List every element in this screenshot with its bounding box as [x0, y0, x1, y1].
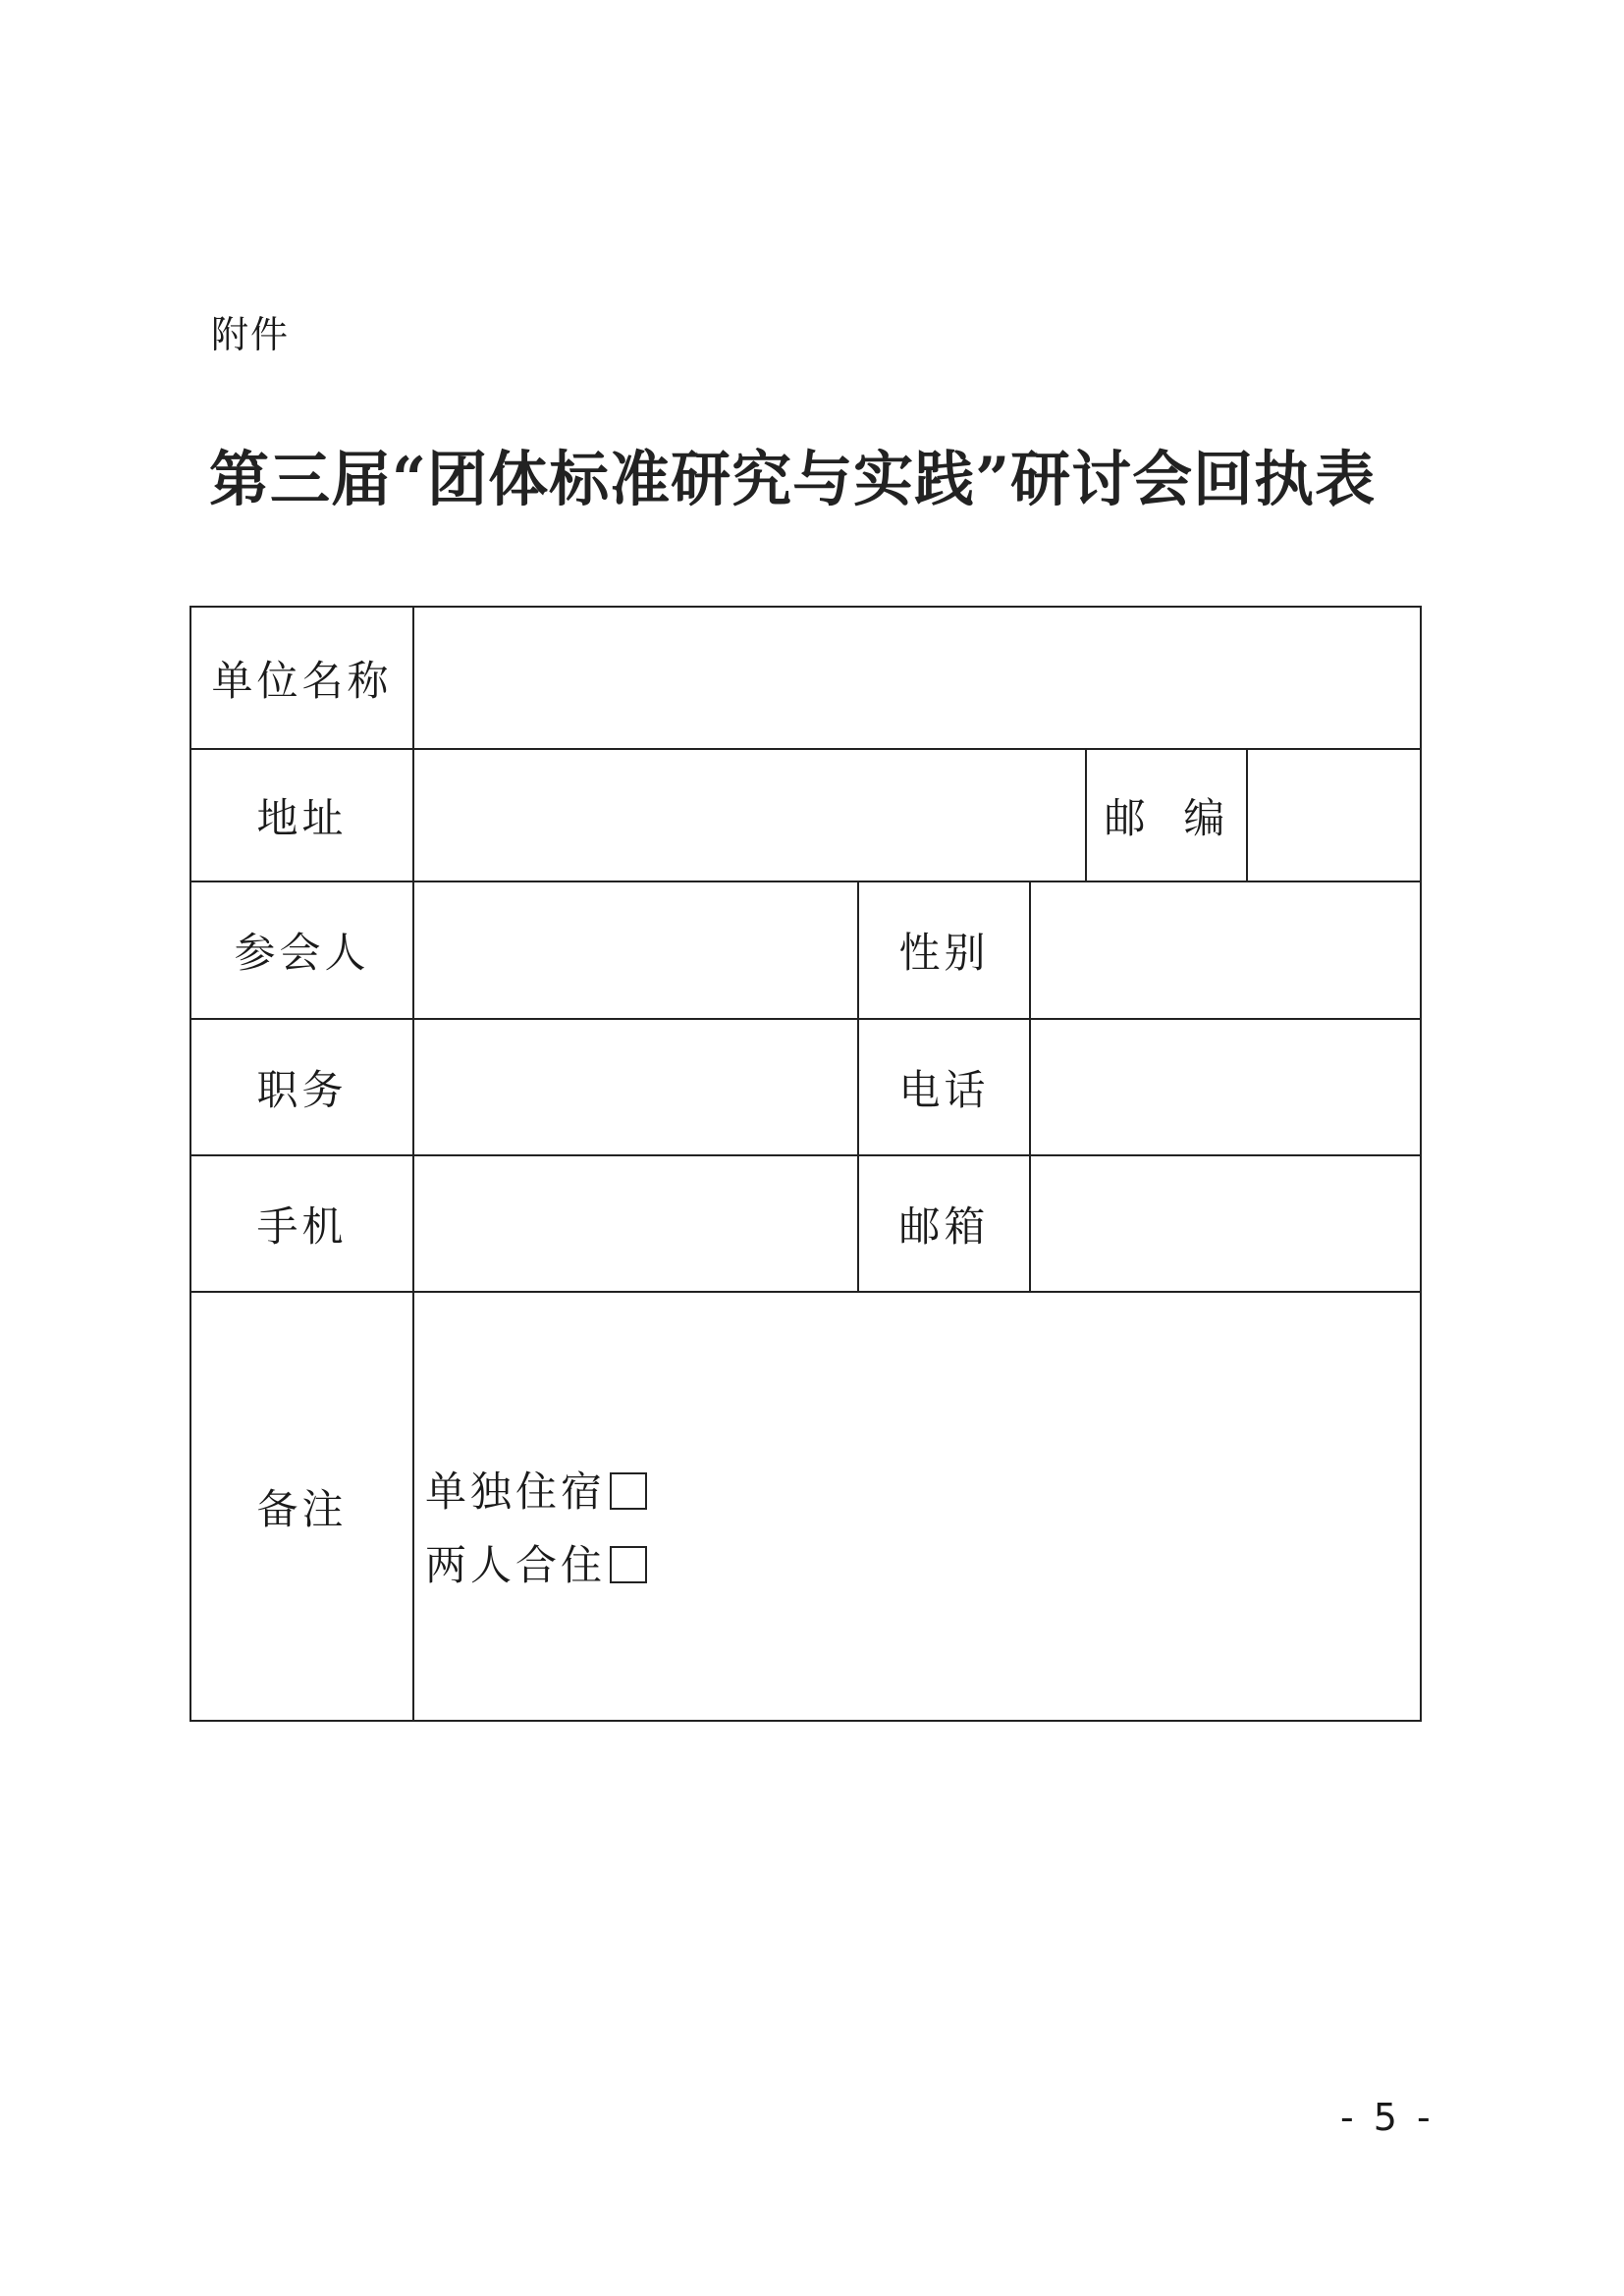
- registration-form-table: [189, 606, 1422, 1722]
- phone-label: 电话: [857, 1018, 1031, 1156]
- gender-label: 性别: [857, 881, 1031, 1020]
- page-title: 第三届“团体标准研究与实践”研讨会回执表: [209, 445, 1377, 514]
- mobile-field[interactable]: [412, 1154, 859, 1293]
- attendee-label: 参会人: [189, 881, 414, 1020]
- email-label: 邮箱: [857, 1154, 1031, 1293]
- single-room-checkbox[interactable]: [610, 1472, 647, 1510]
- phone-field[interactable]: [1029, 1018, 1422, 1156]
- email-field[interactable]: [1029, 1154, 1422, 1293]
- single-room-label: 单独住宿: [425, 1468, 607, 1516]
- position-field[interactable]: [412, 1018, 859, 1156]
- address-label: 地址: [189, 748, 414, 882]
- position-label: 职务: [189, 1018, 414, 1156]
- gender-field[interactable]: [1029, 881, 1422, 1020]
- address-field[interactable]: [412, 748, 1087, 882]
- attachment-label: 附件: [211, 313, 291, 356]
- postcode-field[interactable]: [1246, 748, 1422, 882]
- mobile-label: 手机: [189, 1154, 414, 1293]
- shared-room-label: 两人合住: [425, 1541, 607, 1589]
- org-name-label: 单位名称: [189, 606, 414, 750]
- shared-room-option[interactable]: [425, 1528, 647, 1602]
- page-number: - 5 -: [1340, 2096, 1435, 2139]
- accommodation-options: [425, 1455, 647, 1602]
- attendee-field[interactable]: [412, 881, 859, 1020]
- shared-room-checkbox[interactable]: [610, 1546, 647, 1583]
- postcode-label: 邮 编: [1085, 748, 1248, 882]
- remarks-label: 备注: [189, 1291, 414, 1722]
- org-name-field[interactable]: [412, 606, 1422, 750]
- single-room-option[interactable]: [425, 1455, 647, 1528]
